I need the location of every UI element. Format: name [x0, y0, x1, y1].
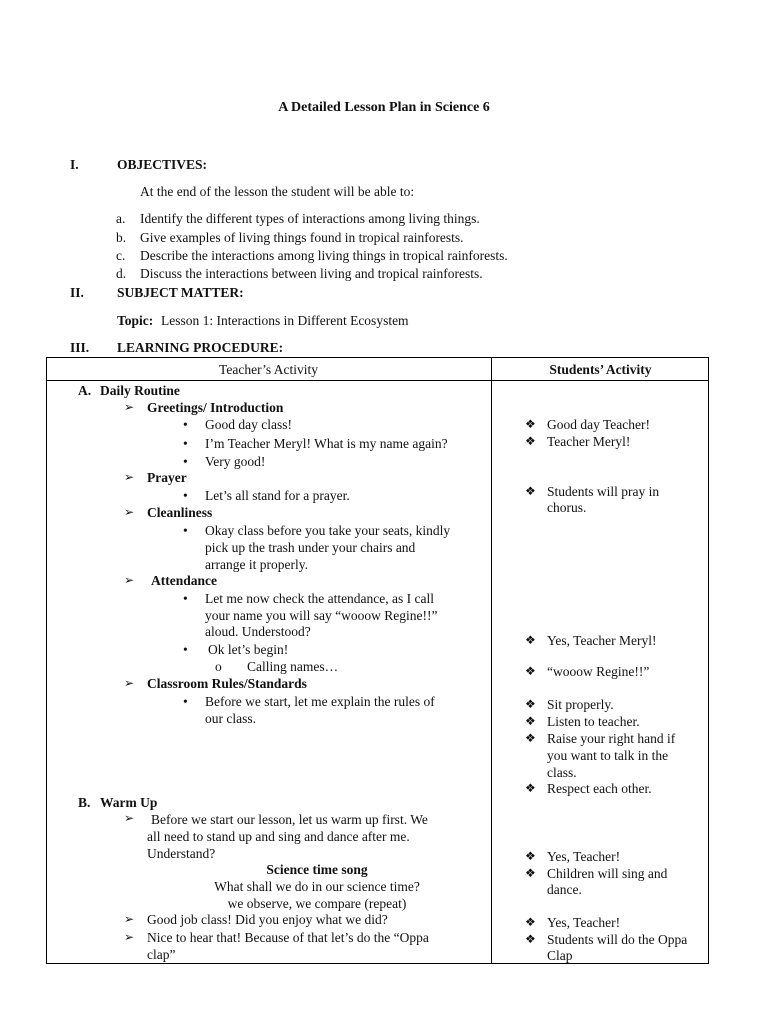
- student-line: Listen to teacher.: [547, 714, 640, 729]
- diamond-bullet-icon: ❖: [525, 915, 536, 929]
- diamond-bullet-icon: ❖: [525, 633, 536, 647]
- diamond-bullet-icon: ❖: [525, 781, 536, 795]
- song-line: What shall we do in our science time?: [214, 879, 420, 894]
- diamond-bullet-icon: ❖: [525, 417, 536, 431]
- dot-bullet-icon: •: [183, 417, 188, 432]
- section-number: III.: [70, 340, 90, 355]
- teacher-line: Very good!: [205, 454, 266, 469]
- teacher-line: Calling names…: [247, 659, 339, 674]
- circle-bullet-icon: o: [215, 659, 222, 674]
- objective-letter: a.: [116, 211, 126, 226]
- header-teacher-activity: Teacher’s Activity: [219, 362, 318, 377]
- student-line: you want to talk in the: [547, 748, 669, 763]
- teacher-line: Before we start our lesson, let us warm up first. We: [151, 812, 428, 827]
- arrow-bullet-icon: ➢: [124, 470, 135, 484]
- student-line: “wooow Regine!!”: [547, 664, 650, 679]
- teacher-line: Nice to hear that! Because of that let’s do the “Oppa: [147, 930, 429, 945]
- topic-label: Topic:: [117, 313, 154, 328]
- diamond-bullet-icon: ❖: [525, 932, 536, 946]
- diamond-bullet-icon: ❖: [525, 731, 536, 745]
- diamond-bullet-icon: ❖: [525, 849, 536, 863]
- student-line: Students will pray in: [547, 484, 660, 499]
- objective-item: Identify the different types of interactions among living things.: [140, 211, 480, 226]
- teacher-line: Let me now check the attendance, as I call: [205, 591, 435, 606]
- diamond-bullet-icon: ❖: [525, 697, 536, 711]
- header-students-activity: Students’ Activity: [549, 362, 652, 377]
- objective-item: Describe the interactions among living things in tropical rainforests.: [140, 248, 508, 263]
- table-column-divider: [491, 357, 492, 964]
- student-line: Yes, Teacher!: [547, 915, 621, 930]
- teacher-line: Good day class!: [205, 417, 292, 432]
- student-line: Children will sing and: [547, 866, 668, 881]
- student-line: chorus.: [547, 500, 587, 515]
- section-number: I.: [70, 157, 79, 172]
- arrow-bullet-icon: ➢: [124, 505, 135, 519]
- teacher-line: Okay class before you take your seats, kindly: [205, 523, 451, 538]
- student-line: class.: [547, 765, 577, 780]
- teacher-line: Ok let’s begin!: [208, 642, 289, 657]
- warm-up-heading: Warm Up: [100, 795, 158, 810]
- student-line: Raise your right hand if: [547, 731, 676, 746]
- dot-bullet-icon: •: [183, 591, 188, 606]
- daily-routine-heading: Daily Routine: [100, 383, 180, 398]
- student-line: Teacher Meryl!: [547, 434, 631, 449]
- objective-letter: d.: [116, 266, 127, 281]
- section-letter: A.: [78, 383, 92, 398]
- objective-item: Give examples of living things found in tropical rainforests.: [140, 230, 464, 245]
- table-header-divider: [46, 380, 709, 381]
- dot-bullet-icon: •: [183, 436, 188, 451]
- arrow-bullet-icon: ➢: [124, 400, 135, 414]
- objectives-intro: At the end of the lesson the student will be able to:: [140, 184, 415, 199]
- student-line: Respect each other.: [547, 781, 652, 796]
- arrow-bullet-icon: ➢: [124, 930, 135, 944]
- section-number: II.: [70, 285, 84, 300]
- dot-bullet-icon: •: [183, 454, 188, 469]
- student-line: Students will do the Oppa: [547, 932, 688, 947]
- student-line: Sit properly.: [547, 697, 614, 712]
- teacher-line: pick up the trash under your chairs and: [205, 540, 416, 555]
- objective-letter: b.: [116, 230, 127, 245]
- teacher-line: Let’s all stand for a prayer.: [205, 488, 350, 503]
- diamond-bullet-icon: ❖: [525, 664, 536, 678]
- teacher-line: I’m Teacher Meryl! What is my name again?: [205, 436, 448, 451]
- teacher-line: arrange it properly.: [205, 557, 308, 572]
- teacher-line: all need to stand up and sing and dance after me.: [147, 829, 410, 844]
- diamond-bullet-icon: ❖: [525, 866, 536, 880]
- student-line: Yes, Teacher!: [547, 849, 621, 864]
- prayer-heading: Prayer: [147, 470, 187, 485]
- student-line: Clap: [547, 948, 573, 963]
- diamond-bullet-icon: ❖: [525, 714, 536, 728]
- teacher-line: your name you will say “wooow Regine!!”: [205, 608, 438, 623]
- teacher-line: Before we start, let me explain the rules of: [205, 694, 435, 709]
- teacher-line: Understand?: [147, 846, 216, 861]
- arrow-bullet-icon: ➢: [124, 912, 135, 926]
- section-letter: B.: [78, 795, 91, 810]
- topic-value: Lesson 1: Interactions in Different Ecosystem: [161, 313, 409, 328]
- objective-letter: c.: [116, 248, 126, 263]
- objective-item: Discuss the interactions between living and tropical rainforests.: [140, 266, 483, 281]
- arrow-bullet-icon: ➢: [124, 676, 135, 690]
- student-line: dance.: [547, 882, 582, 897]
- document-title: A Detailed Lesson Plan in Science 6: [278, 100, 490, 115]
- dot-bullet-icon: •: [183, 694, 188, 709]
- song-title: Science time song: [266, 862, 368, 877]
- dot-bullet-icon: •: [183, 488, 188, 503]
- teacher-line: Good job class! Did you enjoy what we did?: [147, 912, 388, 927]
- classroom-rules-heading: Classroom Rules/Standards: [147, 676, 307, 691]
- section-heading-objectives: OBJECTIVES:: [117, 157, 208, 172]
- greetings-heading: Greetings/ Introduction: [147, 400, 284, 415]
- attendance-heading: Attendance: [151, 573, 217, 588]
- diamond-bullet-icon: ❖: [525, 434, 536, 448]
- section-heading-subject-matter: SUBJECT MATTER:: [117, 285, 244, 300]
- dot-bullet-icon: •: [183, 523, 188, 538]
- teacher-line: our class.: [205, 711, 256, 726]
- teacher-line: clap”: [147, 947, 176, 962]
- teacher-line: aloud. Understood?: [205, 624, 311, 639]
- student-line: Good day Teacher!: [547, 417, 651, 432]
- section-heading-learning-procedure: LEARNING PROCEDURE:: [117, 340, 284, 355]
- dot-bullet-icon: •: [183, 642, 188, 657]
- song-line: we observe, we compare (repeat): [227, 896, 407, 911]
- arrow-bullet-icon: ➢: [124, 573, 135, 587]
- student-line: Yes, Teacher Meryl!: [547, 633, 657, 648]
- cleanliness-heading: Cleanliness: [147, 505, 213, 520]
- arrow-bullet-icon: ➢: [124, 811, 135, 825]
- diamond-bullet-icon: ❖: [525, 484, 536, 498]
